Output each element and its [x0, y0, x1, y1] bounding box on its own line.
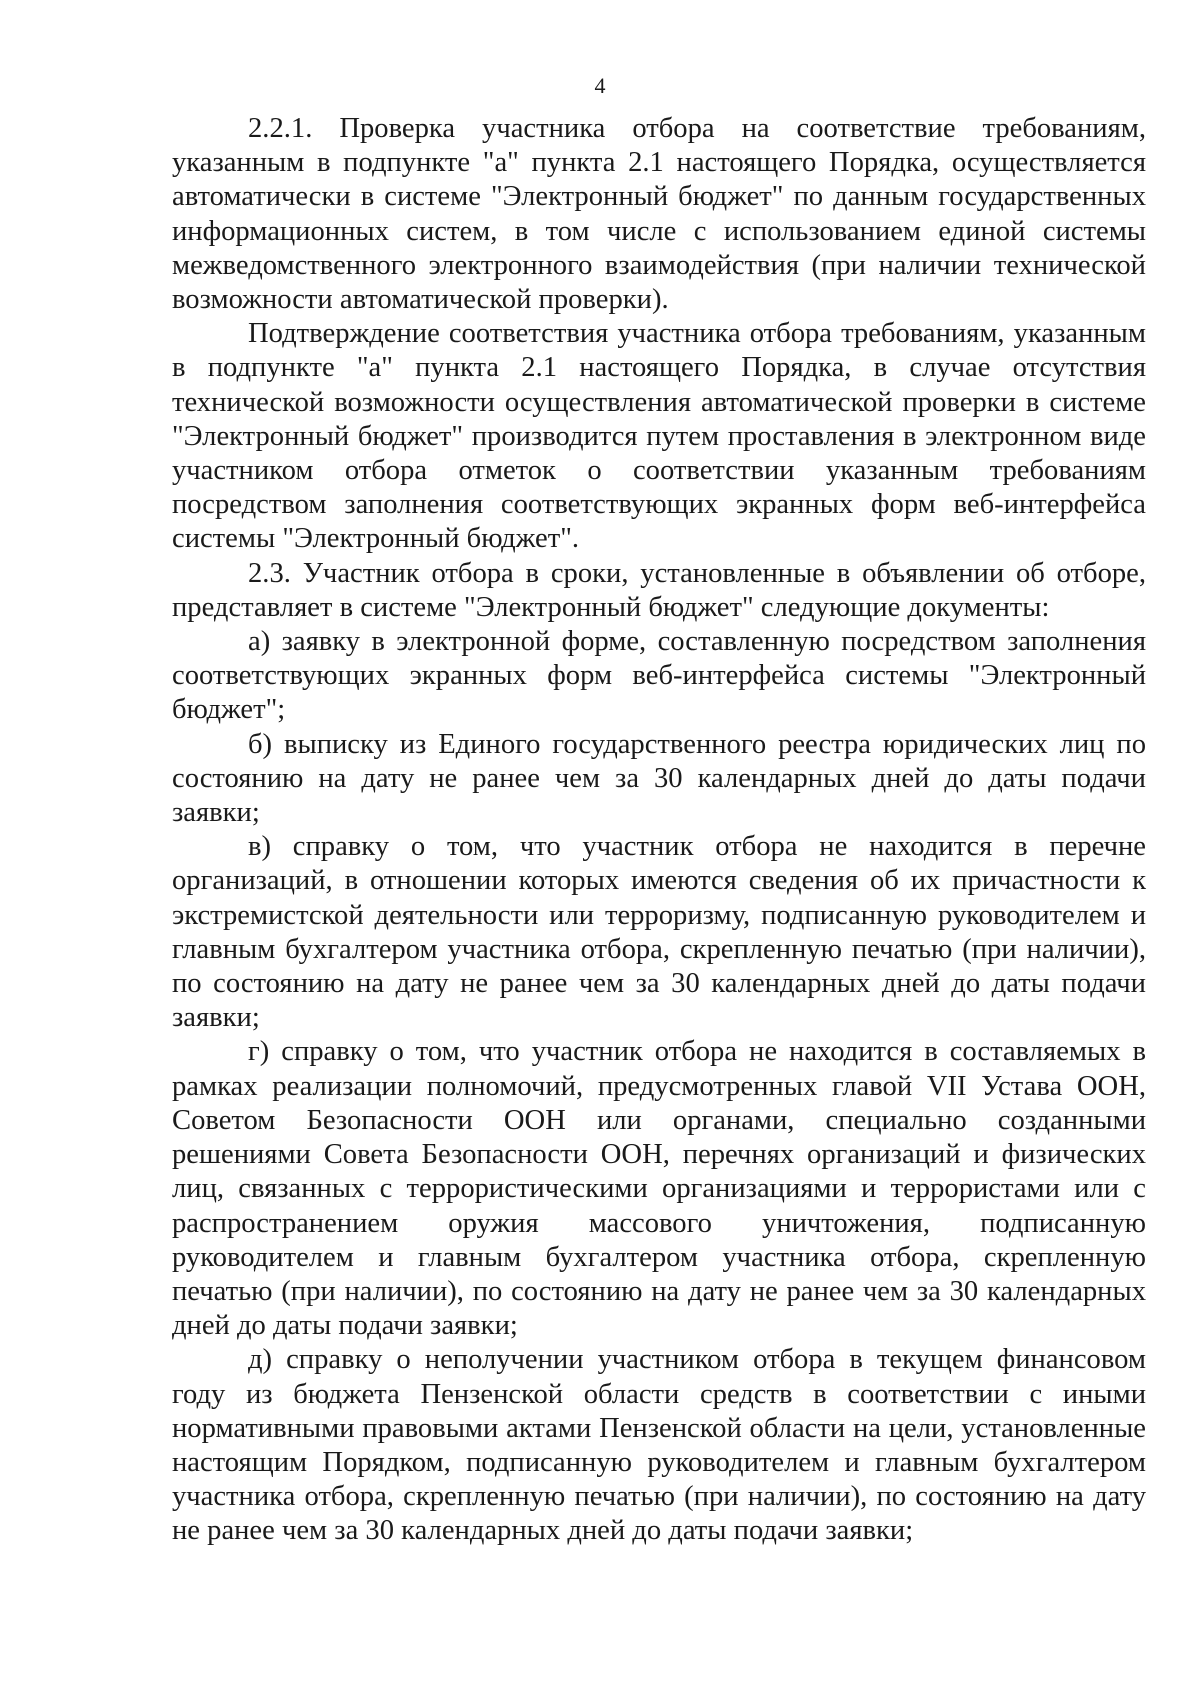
paragraph-2-3: 2.3. Участник отбора в сроки, установленные в объявлении об отборе, представляет в системе "Электронный бюджет" следующие документы: [172, 557, 1146, 623]
paragraph-confirmation: Подтверждение соответствия участника отбора требованиям, указанным в подпункте "а" пункта 2.1 настоящего Порядка, в случае отсутствия технической возможности осуществления автоматической проверки в системе "Электронный бюджет" производится путем проставления в электронном виде участником отбора отметок о соответствии указанным требованиям посредством заполнения соответствующих экранных форм веб-интерфейса системы "Электронный бюджет". [172, 318, 1146, 555]
list-item-v: в) справку о том, что участник отбора не находится в перечне организаций, в отношении которых имеются сведения об их причастности к экстремистской деятельности или терроризму, подписанную руководителем и главным бухгалтером участника отбора, скрепленную печатью (при наличии), по состоянию на дату не ранее чем за 30 календарных дней до даты подачи заявки; [172, 831, 1146, 1034]
list-item-d: д) справку о неполучении участником отбора в текущем финансовом году из бюджета Пензенской области средств в соответствии с иными нормативными правовыми актами Пензенской области на цели, установленные настоящим Порядком, подписанную руководителем и главным бухгалтером участника отбора, скрепленную печатью (при наличии), по состоянию на дату не ранее чем за 30 календарных дней до даты подачи заявки; [172, 1344, 1146, 1547]
document-body [172, 112, 1146, 1549]
list-item-g: г) справку о том, что участник отбора не находится в составляемых в рамках реализации полномочий, предусмотренных главой VII Устава ООН, Советом Безопасности ООН или органами, специально созданными решениями Совета Безопасности ООН, перечнях организаций и физических лиц, связанных с террористическими организациями и террористами или с распространением оружия массового уничтожения, подписанную руководителем и главным бухгалтером участника отбора, скрепленную печатью (при наличии), по состоянию на дату не ранее чем за 30 календарных дней до даты подачи заявки; [172, 1036, 1146, 1342]
paragraph-2-2-1: 2.2.1. Проверка участника отбора на соответствие требованиям, указанным в подпункте "а" пункта 2.1 настоящего Порядка, осуществляется автоматически в системе "Электронный бюджет" по данным государственных информационных систем, в том числе с использованием единой системы межведомственного электронного взаимодействия (при наличии технической возможности автоматической проверки). [172, 113, 1146, 316]
page-number: 4 [594, 73, 606, 98]
list-item-a: а) заявку в электронной форме, составленную посредством заполнения соответствующих экранных форм веб-интерфейса системы "Электронный бюджет"; [172, 626, 1146, 726]
list-item-b: б) выписку из Единого государственного реестра юридических лиц по состоянию на дату не ранее чем за 30 календарных дней до даты подачи заявки; [172, 728, 1146, 829]
